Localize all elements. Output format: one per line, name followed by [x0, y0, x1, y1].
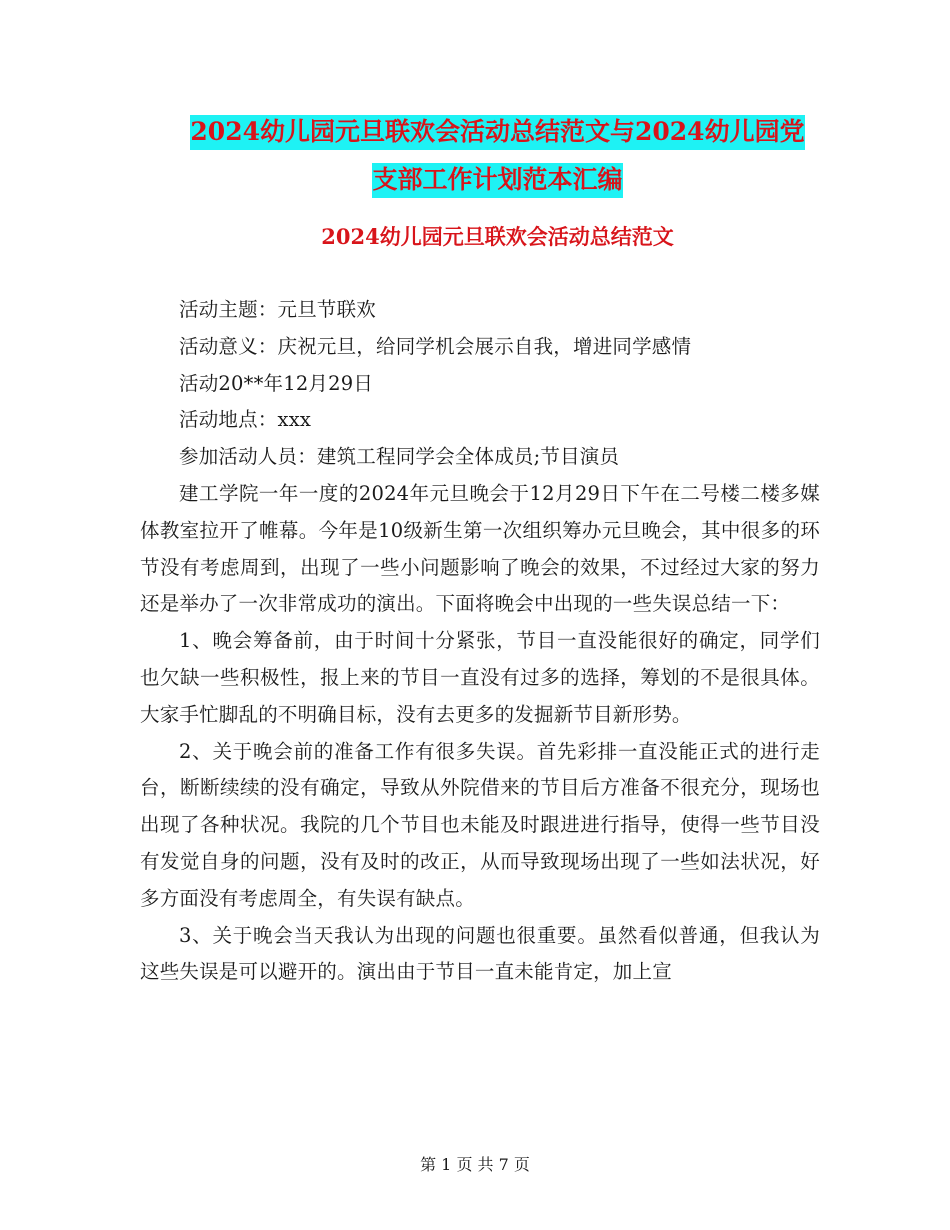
document-title	[140, 108, 855, 204]
paragraph-point-3: 3、关于晚会当天我认为出现的问题也很重要。虽然看似普通，但我认为这些失误是可以避开的。演出由于节目一直未能肯定，加上宣	[140, 923, 820, 984]
document-title-line-2: 支部工作计划范本汇编	[372, 163, 622, 198]
section-title: 2024幼儿园元旦联欢会活动总结范文	[321, 224, 674, 249]
paragraph-point-2: 2、关于晚会前的准备工作有很多失误。首先彩排一直没能正式的进行走台，断断续续的没有确定，导致从外院借来的节目后方准备不很充分，现场也出现了各种状况。我院的几个节目也未能及时跟进进行指导，使得一些节目没有发觉自身的问题，没有及时的改正，从而导致现场出现了一些如法状况，好多方面没有考虑周全，有失误有缺点。	[140, 739, 820, 910]
document-title-line-1: 2024幼儿园元旦联欢会活动总结范文与2024幼儿园党	[190, 115, 804, 150]
page-footer: 第 1 页 共 7 页	[420, 1155, 530, 1174]
meta-date: 活动20**年12月29日	[179, 371, 374, 395]
meta-significance: 活动意义：庆祝元旦，给同学机会展示自我，增进同学感情	[179, 334, 692, 358]
paragraph-point-1: 1、晚会筹备前，由于时间十分紧张，节目一直没能很好的确定，同学们也欠缺一些积极性，报上来的节目一直没有过多的选择，筹划的不是很具体。大家手忙脚乱的不明确目标，没有去更多的发掘新节目新形势。	[140, 629, 820, 726]
paragraph-intro: 建工学院一年一度的2024年元旦晚会于12月29日下午在二号楼二楼多媒体教室拉开了帷幕。今年是10级新生第一次组织筹办元旦晚会，其中很多的环节没有考虑周到，出现了一些小问题影响了晚会的效果，不过经过大家的努力还是举办了一次非常成功的演出。下面将晚会中出现的一些失误总结一下：	[140, 481, 820, 616]
meta-location: 活动地点：xxx	[179, 408, 312, 432]
meta-participants: 参加活动人员：建筑工程同学会全体成员;节目演员	[179, 445, 620, 469]
document-body	[140, 292, 820, 991]
meta-theme: 活动主题：元旦节联欢	[179, 298, 377, 321]
